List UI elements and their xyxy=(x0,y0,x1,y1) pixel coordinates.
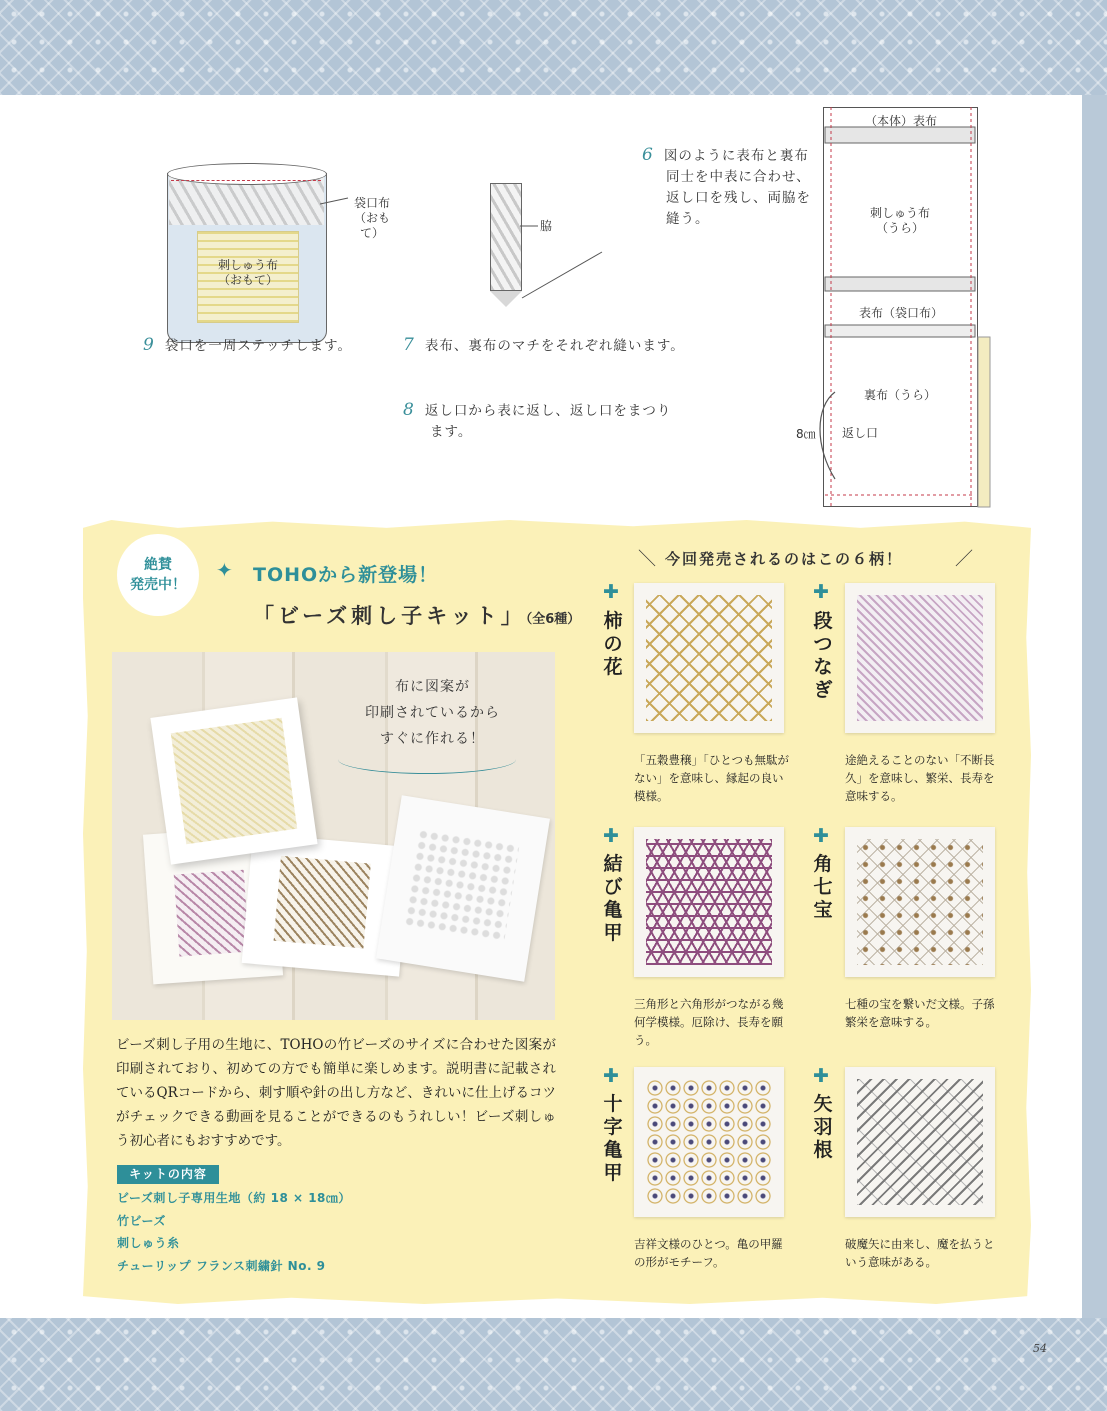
heading-deco-left: ＼ xyxy=(638,549,656,570)
pattern-caption: 破魔矢に由来し、魔を払うという意味がある。 xyxy=(845,1237,995,1269)
kit-contents-item: 刺しゅう糸 xyxy=(117,1236,180,1250)
pattern-caption: 七種の宝を繋いだ文様。子孫繁栄を意味する。 xyxy=(845,997,995,1029)
step-9: 9 袋口を一周ステッチします。 xyxy=(143,335,352,355)
pattern-flower-icon: ✚ xyxy=(813,825,829,847)
pattern-name: 結び亀甲 xyxy=(603,853,623,944)
photo-frame xyxy=(150,697,317,864)
bag-illustration xyxy=(167,163,327,343)
sparkle-icon: ✦ xyxy=(216,558,233,582)
pattern-caption: 途絶えることのない「不断長久」を意味し、繁栄、長寿を意味する。 xyxy=(845,753,995,803)
sashiko-front-label: 刺しゅう布 （おもて） xyxy=(217,258,278,287)
outer-mouth-label: 表布（袋口布） xyxy=(858,306,943,320)
heading-deco-right: ／ xyxy=(955,549,973,570)
leader-line xyxy=(490,180,610,310)
sashiko-pattern-border-top xyxy=(0,0,1107,95)
pattern-flower-icon: ✚ xyxy=(813,581,829,603)
kit-description: ビーズ刺し子用の生地に、TOHOの竹ビーズのサイズに合わせた図案が印刷されており、初めての方でも簡単に楽しめます。説明書に記載されているQRコードから、刺す順や針の出し方など、きれいに仕上げるコツがチェックできる動画を見ることができるのもうれしい！ビーズ刺しゅう初心者にもおすすめです。 xyxy=(116,1037,556,1149)
kit-contents-item: 竹ビーズ xyxy=(117,1213,166,1228)
gusset-label: 脇 xyxy=(540,219,553,233)
pattern-caption: 三角形と六角形がつながる幾何学模様。厄除け、長寿を願う。 xyxy=(634,997,784,1047)
pattern-flower-icon: ✚ xyxy=(603,1065,619,1087)
step-7: 7 表布、裏布のマチをそれぞれ縫います。 xyxy=(403,335,685,355)
patterns-heading: 今回発売されるのはこの６柄！ xyxy=(665,550,904,568)
feature-headline: TOHOから新登場！ xyxy=(253,564,439,586)
pattern-swatch xyxy=(634,1067,784,1217)
pattern-name: 矢羽根 xyxy=(813,1093,833,1161)
pattern-caption: 吉祥文様のひとつ。亀の甲羅の形がモチーフ。 xyxy=(634,1237,783,1269)
page-edge xyxy=(1082,95,1107,1318)
step-8: 8 返し口から表に返し、返し口をまつり ます。 xyxy=(403,400,672,440)
page-number: 54 xyxy=(1033,1342,1047,1355)
sashiko-back-label: 刺しゅう布 （うら） xyxy=(869,206,930,235)
opening-size-label: 8㎝ xyxy=(796,427,816,441)
lining-label: 裏布（うら） xyxy=(863,388,936,402)
kit-contents-item: チューリップ フランス刺繍針 No. 9 xyxy=(117,1258,326,1273)
pattern-swatch xyxy=(634,827,784,977)
pattern-name: 角七宝 xyxy=(813,853,833,921)
pattern-name: 柿の花 xyxy=(603,610,623,678)
step-6: 6 図のように表布と裏布 同士を中表に合わせ、 返し口を残し、両脇を 縫う。 xyxy=(642,145,811,227)
kit-title: 「ビーズ刺し子キット」（全6種） xyxy=(253,604,581,628)
opening-label: 返し口 xyxy=(842,426,879,440)
kit-contents-list xyxy=(117,1187,351,1277)
photo-note: 布に図案が 印刷されているから すぐに作れる！ xyxy=(365,679,500,747)
kit-contents-item: ビーズ刺し子専用生地（約 18 × 18㎝） xyxy=(117,1191,351,1205)
sashiko-pattern-border-bottom xyxy=(0,1318,1107,1411)
on-sale-badge: 絶賛 発売中！ xyxy=(117,534,199,616)
bag-mouth-label: 袋口布 （おもて） xyxy=(353,196,390,240)
outer-body-label: （本体）表布 xyxy=(864,114,937,128)
pattern-name: 十字亀甲 xyxy=(603,1093,623,1184)
leader-line xyxy=(320,196,350,208)
pattern-flower-icon: ✚ xyxy=(603,581,619,603)
kit-contents-heading: キットの内容 xyxy=(117,1165,219,1184)
pattern-swatch xyxy=(845,583,995,733)
pattern-caption: 「五穀豊穣」「ひとつも無駄がない」を意味し、縁起の良い模様。 xyxy=(634,753,790,803)
note-underline xyxy=(338,745,516,774)
pattern-flower-icon: ✚ xyxy=(813,1065,829,1087)
pattern-swatch xyxy=(634,583,784,733)
pattern-swatch xyxy=(845,827,995,977)
pattern-flower-icon: ✚ xyxy=(603,825,619,847)
photo-cloth-printed xyxy=(376,795,550,981)
pattern-swatch xyxy=(845,1067,995,1217)
pattern-name: 段つなぎ xyxy=(813,610,833,701)
